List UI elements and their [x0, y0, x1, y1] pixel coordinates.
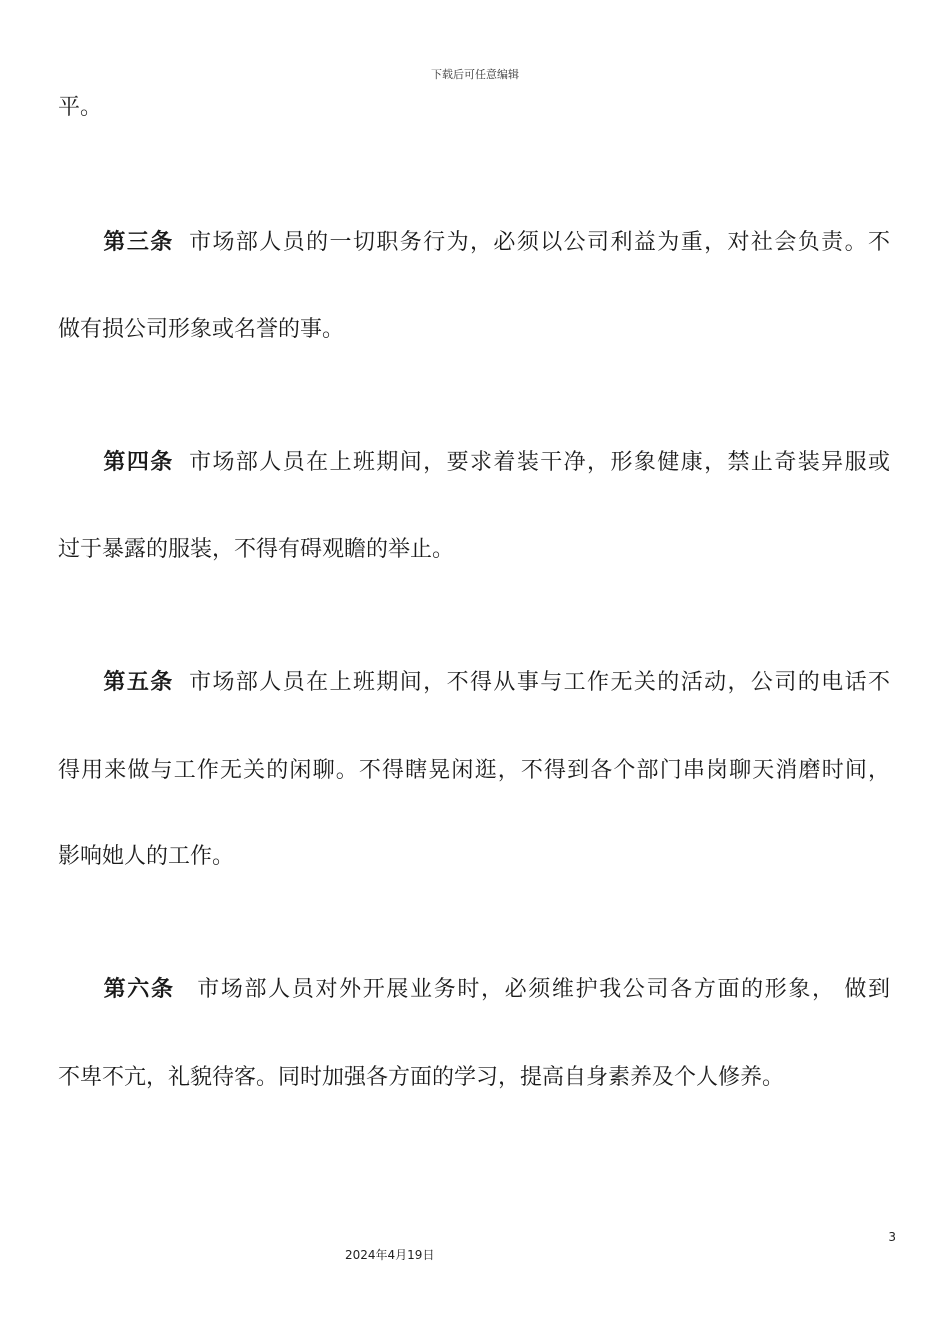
article-5-line: 影响她人的工作。: [58, 844, 235, 869]
article-3-text: 市场部人员的一切职务行为，必须以公司利益为重，对社会负责。不: [187, 230, 890, 255]
footer-date: 2024年4月19日: [345, 1248, 435, 1262]
article-4-label: 第四条: [102, 450, 174, 475]
article-6-text: 市场部人员对外开展业务时，必须维护我公司各方面的形象， 做到: [188, 977, 890, 1002]
article-6-first-line: [58, 975, 890, 1005]
article-4-first-line: [58, 448, 890, 478]
article-5-line: 得用来做与工作无关的闲聊。不得瞎晃闲逛，不得到各个部门串岗聊天消磨时间，: [58, 758, 890, 783]
article-4-line: 过于暴露的服装，不得有碍观瞻的举止。: [58, 537, 455, 562]
article-6-label: 第六条: [102, 977, 175, 1002]
article-3-first-line: [58, 228, 890, 258]
article-6-line: 不卑不亢，礼貌待客。同时加强各方面的学习，提高自身素养及个人修养。: [58, 1065, 785, 1090]
article-5-text: 市场部人员在上班期间，不得从事与工作无关的活动，公司的电话不: [187, 670, 890, 695]
article-3-line: 做有损公司形象或名誉的事。: [58, 317, 345, 342]
article-5-label: 第五条: [102, 670, 174, 695]
page-number: 3: [888, 1230, 896, 1244]
article-4-text: 市场部人员在上班期间，要求着装干净，形象健康，禁止奇装异服或: [187, 450, 890, 475]
article-3-label: 第三条: [102, 230, 174, 255]
article-5-first-line: [58, 668, 890, 698]
body-line: 平。: [58, 95, 103, 120]
page-header: 下载后可任意编辑: [431, 68, 519, 81]
